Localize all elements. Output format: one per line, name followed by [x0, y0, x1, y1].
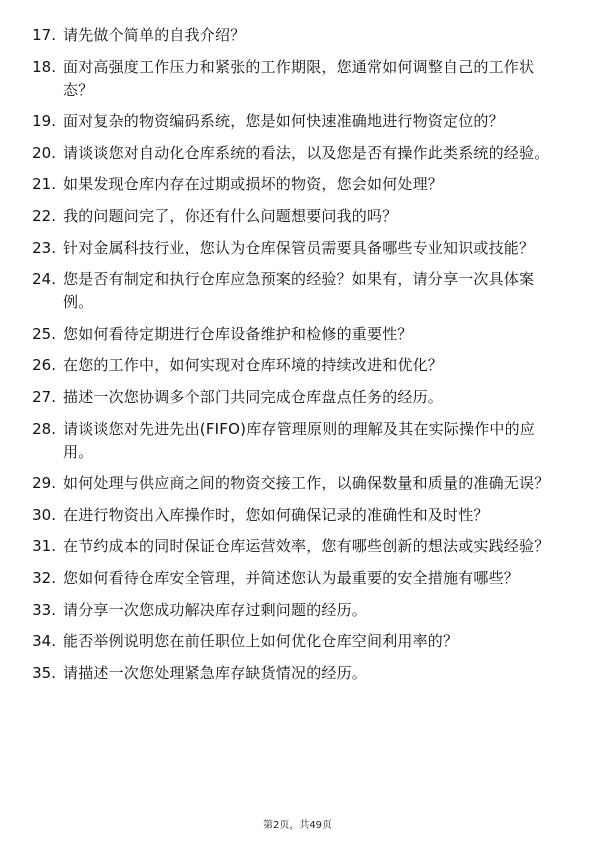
- question-item: [0, 662, 595, 685]
- question-item: [0, 205, 595, 228]
- question-number: 20.: [32, 143, 56, 162]
- question-number: 21.: [32, 175, 56, 194]
- question-text: 针对金属科技行业，您认为仓库保管员需要具备哪些专业知识或技能？: [63, 238, 535, 257]
- question-text: 请分享一次您成功解决库存过剩问题的经历。: [63, 600, 368, 619]
- question-text: 在节约成本的同时保证仓库运营效率，您有哪些创新的想法或实践经验？: [63, 537, 550, 556]
- question-number: 32.: [32, 568, 56, 587]
- question-item: [0, 472, 595, 495]
- question-number: 26.: [32, 356, 56, 375]
- question-number: 34.: [32, 632, 56, 651]
- question-item: [0, 567, 595, 590]
- question-text: 能否举例说明您在前任职位上如何优化仓库空间利用率的？: [63, 632, 459, 651]
- question-text: 在进行物资出入库操作时，您如何确保记录的准确性和及时性？: [63, 505, 489, 524]
- question-number: 25.: [32, 324, 56, 343]
- question-text: 如何处理与供应商之间的物资交接工作，以确保数量和质量的准确无误？: [63, 474, 550, 493]
- question-text: 面对复杂的物资编码系统，您是如何快速准确地进行物资定位的？: [63, 112, 504, 131]
- question-number: 22.: [32, 206, 56, 225]
- question-text: 您如何看待定期进行仓库设备维护和检修的重要性？: [63, 324, 413, 343]
- question-text: 面对高强度工作压力和紧张的工作期限，您通常如何调整自己的工作状态？: [63, 57, 535, 99]
- question-text: 在您的工作中，如何实现对仓库环境的持续改进和优化？: [63, 356, 444, 375]
- question-text: 请先做个简单的自我介绍？: [63, 26, 246, 44]
- question-item: [0, 110, 595, 133]
- question-text: 您如何看待仓库安全管理，并简述您认为最重要的安全措施有哪些？: [63, 568, 520, 587]
- question-item: [0, 237, 595, 260]
- question-number: 18.: [32, 57, 56, 76]
- question-number: 27.: [32, 387, 56, 406]
- question-item: [0, 24, 595, 47]
- question-item: [0, 354, 595, 377]
- question-item: [0, 504, 595, 527]
- question-number: 35.: [32, 663, 56, 682]
- question-number: 17.: [32, 26, 56, 44]
- question-number: 24.: [32, 270, 56, 289]
- question-number: 30.: [32, 505, 56, 524]
- question-item: [0, 56, 595, 102]
- question-item: [0, 323, 595, 346]
- question-item: [0, 630, 595, 653]
- question-item: [0, 142, 595, 165]
- question-text: 如果发现仓库内存在过期或损坏的物资，您会如何处理？: [63, 175, 444, 194]
- question-item: [0, 386, 595, 409]
- question-text: 请谈谈您对先进先出(FIFO)库存管理原则的理解及其在实际操作中的应用。: [63, 419, 535, 461]
- question-text: 描述一次您协调多个部门共同完成仓库盘点任务的经历。: [63, 387, 444, 406]
- question-item: [0, 418, 595, 464]
- question-item: [0, 173, 595, 196]
- question-text: 您是否有制定和执行仓库应急预案的经验？如果有，请分享一次具体案例。: [63, 270, 535, 312]
- question-number: 33.: [32, 600, 56, 619]
- question-number: 23.: [32, 238, 56, 257]
- question-item: [0, 599, 595, 622]
- question-list: [0, 24, 595, 693]
- question-number: 19.: [32, 112, 56, 131]
- question-text: 我的问题问完了，你还有什么问题想要问我的吗？: [63, 206, 398, 225]
- question-text: 请描述一次您处理紧急库存缺货情况的经历。: [63, 663, 368, 682]
- page-footer: 第2页，共49页: [262, 820, 333, 831]
- question-number: 28.: [32, 419, 56, 438]
- question-number: 31.: [32, 537, 56, 556]
- question-text: 请谈谈您对自动化仓库系统的看法，以及您是否有操作此类系统的经验。: [63, 143, 550, 162]
- question-number: 29.: [32, 474, 56, 493]
- question-item: [0, 535, 595, 558]
- question-item: [0, 268, 595, 314]
